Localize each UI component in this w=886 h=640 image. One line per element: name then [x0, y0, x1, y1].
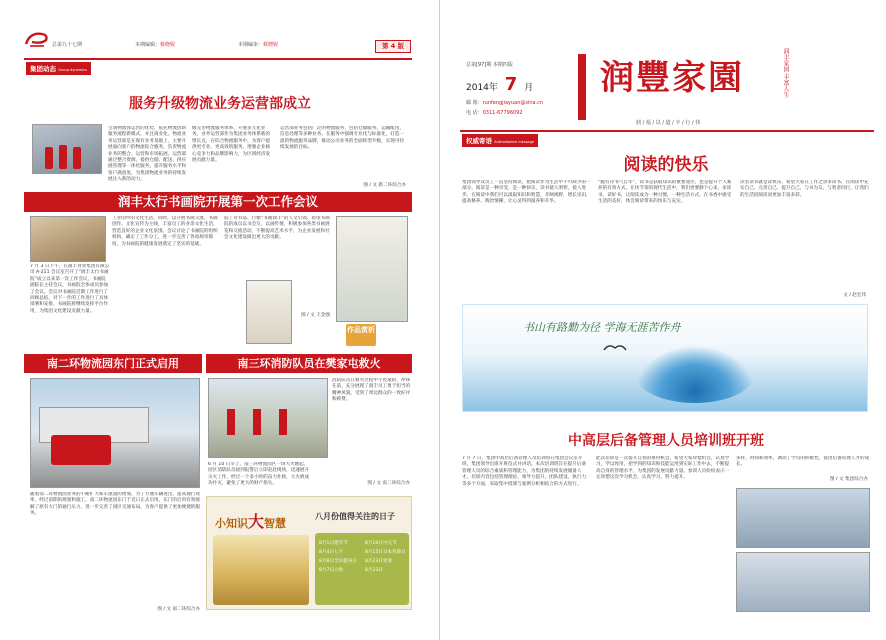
ink-painting-artwork [336, 216, 408, 322]
days-left-column [319, 539, 363, 575]
article-east-gate-title: 南二环物流园东门正式启用 [24, 354, 202, 373]
day-item: 8月23日处暑 [365, 559, 393, 564]
meeting-photo [30, 216, 106, 262]
article-logistics-title: 服务升级物流业务运营部成立 [129, 96, 311, 112]
article-firefighting-body-col2: 消防队员在救火过程中不畏艰险，冲锋在前，充分展现了润丰员工勇于担当的精神风貌，受到了周边群众的一致好评和称赞。 [332, 378, 411, 403]
essay-body-col2: “腹有诗书气自华”，读书是获取知识的重要途径，也是提升个人素养的有效方式。在快节奏的现代生活中，我们更要静下心来，多读书，读好书，让阅读成为一种习惯，一种生活方式，在书香中感受生活的美好，体会阅读带来的快乐与充实。 [598, 180, 732, 205]
essay-body-col1: 集团领导及员工一直坚持阅读，把阅读作为生活中不可缺少的一部分。阅读是一种享受，是一种快乐，读书使人明智，使人进步。在阅读中我们可以汲取知识和智慧，开阔视野，增长见识，提高修养，陶冶情操，让心灵得到滋养和升华。 [462, 180, 591, 205]
training-lecture-photo [736, 552, 870, 612]
training-body-col1: 7 月 7 日，集团中高层后备管理人员培训班在集团会议室开班，集团领导出席开班仪式并讲话。本次培训班旨在提升后备管理人员的综合素质和管理能力，为集团的持续发展储备人才。培训内容包括管理理论、领导力提升、团队建设、执行力等多个方面，采取集中授课与案例分析相结合的方式进行。 [462, 456, 587, 487]
day-item: 8月1日建军节 [319, 541, 348, 546]
masthead-red-stripe [578, 54, 586, 120]
article-painting-body-col3: 院了对书法、行楷“书画润丰”的人文引领、希望书画院的成员以书会友，以画传情，积极参加各类书画展览和交流活动，不断提高艺术水平，为企业发展和社会文化建设做出更大的贡献。 [224, 216, 330, 241]
masthead-title: 润豐家園 [600, 58, 744, 98]
day-item: 8月7日立秋 [319, 568, 344, 573]
article-painting-body-col1: 7 月 3 日下午，在润丰食业集团有限公司 A-211 会议室召开了“润丰太行书画院”成立以来第一次工作会议，书画院副院长主持会议，书画院全体成员参加了会议。会议对书画院近期工作进行了回顾总结，对下一步的工作进行了具体部署和安排，书画院将继续发挥平台作用，为集团文化建设贡献力量。 [30, 264, 110, 314]
reviewer-label: 本期编审：蔡晓妮 [238, 42, 279, 48]
article-east-gate-body: 随着南二环物流园业务的不断扩大和车流量的增加，为了方便车辆进出，提高通行效率，经过前期的规划和施工，南二环物流园东门于近日正式启用。东门的启用有效缓解了原有大门的通行压力，进一步完善了园区交通布局，为客户提供了更加便捷的服务。 [30, 492, 200, 517]
section-tag-group: 集团动态 Group dynamics [26, 62, 91, 75]
masthead-rule [460, 130, 874, 132]
banner-slogan: 书山有路勤为径 学海无涯苦作舟 [523, 321, 681, 334]
training-byline: 图 / 文 集团综合办 [829, 477, 868, 482]
right-newspaper-page [446, 0, 886, 640]
day-item: 8月23日 [365, 568, 383, 573]
seagull-icon [603, 337, 627, 356]
article-painting-byline: 图 / 文 王金强 [301, 313, 330, 318]
reading-banner [462, 304, 868, 412]
training-body-col3: 多样，时间和效率，调动了学员的积极性，促进后备管理人才的成长。 [736, 456, 870, 468]
knowledge-box [206, 496, 412, 610]
essay-body-col3: 读者读书就是读快乐，希望大家在工作之余多读书，在阅读中充实自己、完善自己、提升自己，与书为友，与智者同行，让我们的生活因阅读而更加丰富多彩。 [740, 180, 869, 198]
article-logistics-body-col1: 宝润物流体运营的优势，依托物流创新服务流程新模式，并且商业化。物流业务运营部是在现有业务基础上，主要开展面向客户的物流综合服务，负责物流业务的整合、运营和市场拓展。运营部通过整合资源，提供仓储、配送、供应链管理等一体化服务，提升服务水平和客户满意度，为集团物流业务的持续发展注入新的动力。 [108, 126, 187, 182]
firefighting-photo [208, 378, 328, 458]
volume-info: 总第[97]期 本期四版 [466, 62, 513, 68]
issue-number: 总第九十七期 [52, 42, 83, 48]
day-item: 8月10日中元节 [365, 541, 397, 546]
masthead-subtitle: 润 / 福 / 以 / 道 / 丰 / 行 / 伟 [636, 120, 701, 126]
article-firefighting-title: 南三环消防队员在樊家屯救火 [206, 354, 412, 373]
runfeng-logo [24, 30, 50, 48]
article-firefighting-body-col1: 6 月 10 日早上，南三环物流园区一场大火燃起，园区消防队员接到报警后立即赶赴现场，迅速展开灭火工作，经过一个多小时的奋力扑救，大火被成功扑灭，避免了更大的财产损失。 [208, 462, 310, 487]
east-gate-photo [30, 378, 200, 488]
notable-days-list [315, 533, 409, 605]
notable-days-title: 八月份值得关注的日子 [315, 512, 395, 521]
section-tag-message: 权威寄语 Authoritative message [462, 134, 538, 147]
training-article-title: 中高层后备管理人员培训班开班 [568, 433, 764, 449]
day-item: 8月8日全民健身日 [319, 559, 358, 564]
article-firefighting-byline: 图 / 文 南三环综合办 [367, 481, 410, 486]
masthead-date: 2014年 7 月 [466, 74, 534, 95]
article-logistics-body-col2: 级完善物流服务体系、开展多元化业务。业务运营部作为集团业务体系新的增长点，在综合物流服务中，为客户提供更专业、更高效的服务，增强企业核心竞争力和品牌影响力，为区域经济发展贡献力量。 [192, 126, 271, 164]
training-body-col2: 此次培训是一次提升自我的难得机会，希望大家珍惜机会，认真学习，学以致用，把学到的知识和技能运用到实际工作中去，不断提高自身的管理水平，为集团的发展贡献力量。参训人员纷纷表示一定珍惜这次学习机会，认真学习，努力提升。 [596, 456, 730, 481]
contact-phone: 电 话：0311-67796092 [466, 110, 523, 116]
editor-label: 本期编辑：蔡晓妮 [135, 42, 176, 48]
wheat-field-image [213, 535, 309, 605]
masthead-slogan: 润丰家园 丰富人生 [782, 48, 789, 98]
contact-email: 邮 箱：runfengjiayuan@sina.cn [466, 100, 544, 106]
artwork-appreciation-badge: 作品赏析 [346, 324, 376, 346]
essay-byline: 文 / 赵宏伟 [843, 293, 866, 298]
article-painting-body-col2: 工业园中的文化生活，同时，以开展书画交流、书画创作、文化宣传为主线，丰富员工的业余文化生活，营造良好的企业文化氛围。会议讨论了书画院的组织机构，确定了工作分工，进一步完善了各项规章制度，为书画院的健康发展奠定了坚实的基础。 [112, 216, 218, 247]
logistics-team-photo [32, 124, 102, 174]
left-newspaper-page [0, 0, 440, 640]
training-classroom-photo [736, 488, 870, 548]
day-item: 8月15日日本投降日 [365, 550, 406, 555]
page-number-badge: 第 4 版 [375, 40, 411, 53]
article-east-gate-byline: 图 / 文 南二环综合办 [157, 607, 200, 612]
wave-graphic [635, 345, 755, 403]
header-rule [24, 58, 412, 60]
knowledge-title: 小知识大智慧 [215, 512, 287, 531]
day-item: 8月4日七夕 [319, 550, 344, 555]
article-logistics-body-col3: 运营部业务包括广泛的物流服务，包括仓储服务、运输配送、信息处理等多种业务。在服务中强调专业化与标准化，打造一流的物流服务品牌，推动公司业务的全面转型升级，实现可持续发展的目标。 [280, 126, 405, 151]
days-right-column [365, 539, 407, 575]
article-painting-title: 润丰太行书画院开展第一次工作会议 [24, 192, 412, 212]
essay-title: 阅读的快乐 [623, 155, 709, 175]
article-logistics-byline: 图 / 文 新二环综合办 [363, 183, 406, 188]
